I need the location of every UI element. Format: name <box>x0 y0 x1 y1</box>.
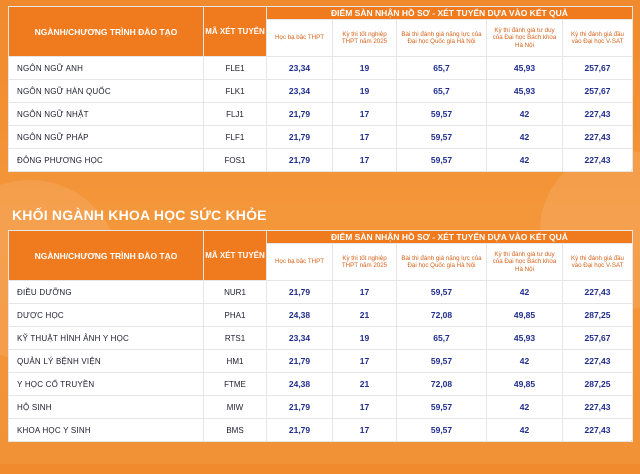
score-vsat: 227,43 <box>563 103 633 126</box>
score-hsa: 59,57 <box>397 396 487 419</box>
program-name: KHOA HỌC Y SINH <box>9 419 204 442</box>
score-thpt: 21 <box>333 304 397 327</box>
program-name: Y HỌC CỔ TRUYỀN <box>9 373 204 396</box>
admission-code: MIW <box>204 396 267 419</box>
table-row <box>9 80 633 103</box>
admission-code: PHA1 <box>204 304 267 327</box>
score-hocba: 24,38 <box>267 373 333 396</box>
score-vsat: 227,43 <box>563 350 633 373</box>
score-thpt: 17 <box>333 281 397 304</box>
score-vsat: 257,67 <box>563 327 633 350</box>
admission-code: BMS <box>204 419 267 442</box>
score-tsa: 45,93 <box>487 80 563 103</box>
score-tsa: 42 <box>487 419 563 442</box>
score-hsa: 59,57 <box>397 149 487 172</box>
table-row <box>9 304 633 327</box>
program-name: NGÔN NGỮ HÀN QUỐC <box>9 80 204 103</box>
program-name: HỘ SINH <box>9 396 204 419</box>
score-hsa: 59,57 <box>397 103 487 126</box>
score-thpt: 17 <box>333 103 397 126</box>
score-hsa: 59,57 <box>397 419 487 442</box>
program-name: ĐÔNG PHƯƠNG HỌC <box>9 149 204 172</box>
score-hocba: 21,79 <box>267 126 333 149</box>
subcol-thpt: Kỳ thi tốt nghiệp THPT năm 2025 <box>333 20 397 57</box>
program-column-header: NGÀNH/CHƯƠNG TRÌNH ĐÀO TẠO <box>9 7 204 57</box>
score-hocba: 23,34 <box>267 57 333 80</box>
score-vsat: 257,67 <box>563 57 633 80</box>
score-group-header: ĐIỂM SÀN NHẬN HỒ SƠ - XÉT TUYỂN DỰA VÀO KẾT QUẢ <box>267 231 633 244</box>
program-name: QUẢN LÝ BỆNH VIỆN <box>9 350 204 373</box>
score-hocba: 21,79 <box>267 103 333 126</box>
score-hsa: 65,7 <box>397 327 487 350</box>
program-name: KỸ THUẬT HÌNH ẢNH Y HỌC <box>9 327 204 350</box>
score-tsa: 45,93 <box>487 57 563 80</box>
score-hocba: 21,79 <box>267 396 333 419</box>
admission-table-health <box>8 230 632 442</box>
subcol-thpt: Kỳ thi tốt nghiệp THPT năm 2025 <box>333 244 397 281</box>
subcol-tsa: Kỳ thi đánh giá tư duy của Đại học Bách khoa Hà Nội <box>487 244 563 281</box>
score-group-header: ĐIỂM SÀN NHẬN HỒ SƠ - XÉT TUYỂN DỰA VÀO KẾT QUẢ <box>267 7 633 20</box>
score-tsa: 49,85 <box>487 304 563 327</box>
table-row <box>9 57 633 80</box>
program-name: ĐIỀU DƯỠNG <box>9 281 204 304</box>
score-tsa: 42 <box>487 149 563 172</box>
score-thpt: 17 <box>333 396 397 419</box>
score-vsat: 227,43 <box>563 149 633 172</box>
table-row <box>9 103 633 126</box>
score-tsa: 45,93 <box>487 327 563 350</box>
table-row <box>9 327 633 350</box>
table-row <box>9 350 633 373</box>
table-row <box>9 373 633 396</box>
score-hsa: 65,7 <box>397 57 487 80</box>
subcol-vsat: Kỳ thi đánh giá đầu vào Đại học V-SAT <box>563 244 633 281</box>
subcol-hocba: Học bạ bậc THPT <box>267 244 333 281</box>
code-column-header: MÃ XÉT TUYỂN <box>204 231 267 281</box>
score-tsa: 42 <box>487 126 563 149</box>
table-row <box>9 419 633 442</box>
score-hsa: 59,57 <box>397 126 487 149</box>
table-row <box>9 149 633 172</box>
score-vsat: 287,25 <box>563 373 633 396</box>
admission-code: FLE1 <box>204 57 267 80</box>
code-column-header: MÃ XÉT TUYỂN <box>204 7 267 57</box>
subcol-hsa: Bài thi đánh giá năng lực của Đại học Quốc gia Hà Nội <box>397 244 487 281</box>
subcol-hsa: Bài thi đánh giá năng lực của Đại học Quốc gia Hà Nội <box>397 20 487 57</box>
admission-code: FOS1 <box>204 149 267 172</box>
admission-code: NUR1 <box>204 281 267 304</box>
score-tsa: 42 <box>487 396 563 419</box>
score-hsa: 65,7 <box>397 80 487 103</box>
score-tsa: 42 <box>487 281 563 304</box>
score-hsa: 72,08 <box>397 304 487 327</box>
score-thpt: 19 <box>333 57 397 80</box>
score-hsa: 59,57 <box>397 281 487 304</box>
score-hocba: 23,34 <box>267 327 333 350</box>
score-tsa: 42 <box>487 350 563 373</box>
subcol-hocba: Học bạ bậc THPT <box>267 20 333 57</box>
admission-code: FTME <box>204 373 267 396</box>
score-thpt: 17 <box>333 419 397 442</box>
score-thpt: 19 <box>333 327 397 350</box>
score-tsa: 42 <box>487 103 563 126</box>
admission-code: RTS1 <box>204 327 267 350</box>
score-hocba: 23,34 <box>267 80 333 103</box>
score-thpt: 19 <box>333 80 397 103</box>
score-vsat: 227,43 <box>563 419 633 442</box>
score-hocba: 21,79 <box>267 149 333 172</box>
score-hocba: 21,79 <box>267 419 333 442</box>
program-name: NGÔN NGỮ NHẬT <box>9 103 204 126</box>
admission-table-languages <box>8 6 632 172</box>
program-name: DƯỢC HỌC <box>9 304 204 327</box>
score-hocba: 21,79 <box>267 281 333 304</box>
table-row <box>9 126 633 149</box>
admission-code: FLF1 <box>204 126 267 149</box>
admission-code: FLK1 <box>204 80 267 103</box>
score-hocba: 21,79 <box>267 350 333 373</box>
score-vsat: 257,67 <box>563 80 633 103</box>
bottom-strip <box>0 464 640 474</box>
score-hsa: 72,08 <box>397 373 487 396</box>
score-vsat: 287,25 <box>563 304 633 327</box>
score-hsa: 59,57 <box>397 350 487 373</box>
program-name: NGÔN NGỮ PHÁP <box>9 126 204 149</box>
subcol-tsa: Kỳ thi đánh giá tư duy của Đại học Bách khoa Hà Nội <box>487 20 563 57</box>
score-tsa: 49,85 <box>487 373 563 396</box>
section-title-health-sciences: KHỐI NGÀNH KHOA HỌC SỨC KHỎE <box>12 207 267 223</box>
score-thpt: 17 <box>333 350 397 373</box>
score-thpt: 17 <box>333 149 397 172</box>
program-column-header: NGÀNH/CHƯƠNG TRÌNH ĐÀO TẠO <box>9 231 204 281</box>
score-thpt: 21 <box>333 373 397 396</box>
admission-code: HM1 <box>204 350 267 373</box>
subcol-vsat: Kỳ thi đánh giá đầu vào Đại học V-SAT <box>563 20 633 57</box>
table-row <box>9 281 633 304</box>
program-name: NGÔN NGỮ ANH <box>9 57 204 80</box>
score-vsat: 227,43 <box>563 126 633 149</box>
score-vsat: 227,43 <box>563 396 633 419</box>
table-row <box>9 396 633 419</box>
score-hocba: 24,38 <box>267 304 333 327</box>
score-thpt: 17 <box>333 126 397 149</box>
admission-code: FLJ1 <box>204 103 267 126</box>
score-vsat: 227,43 <box>563 281 633 304</box>
